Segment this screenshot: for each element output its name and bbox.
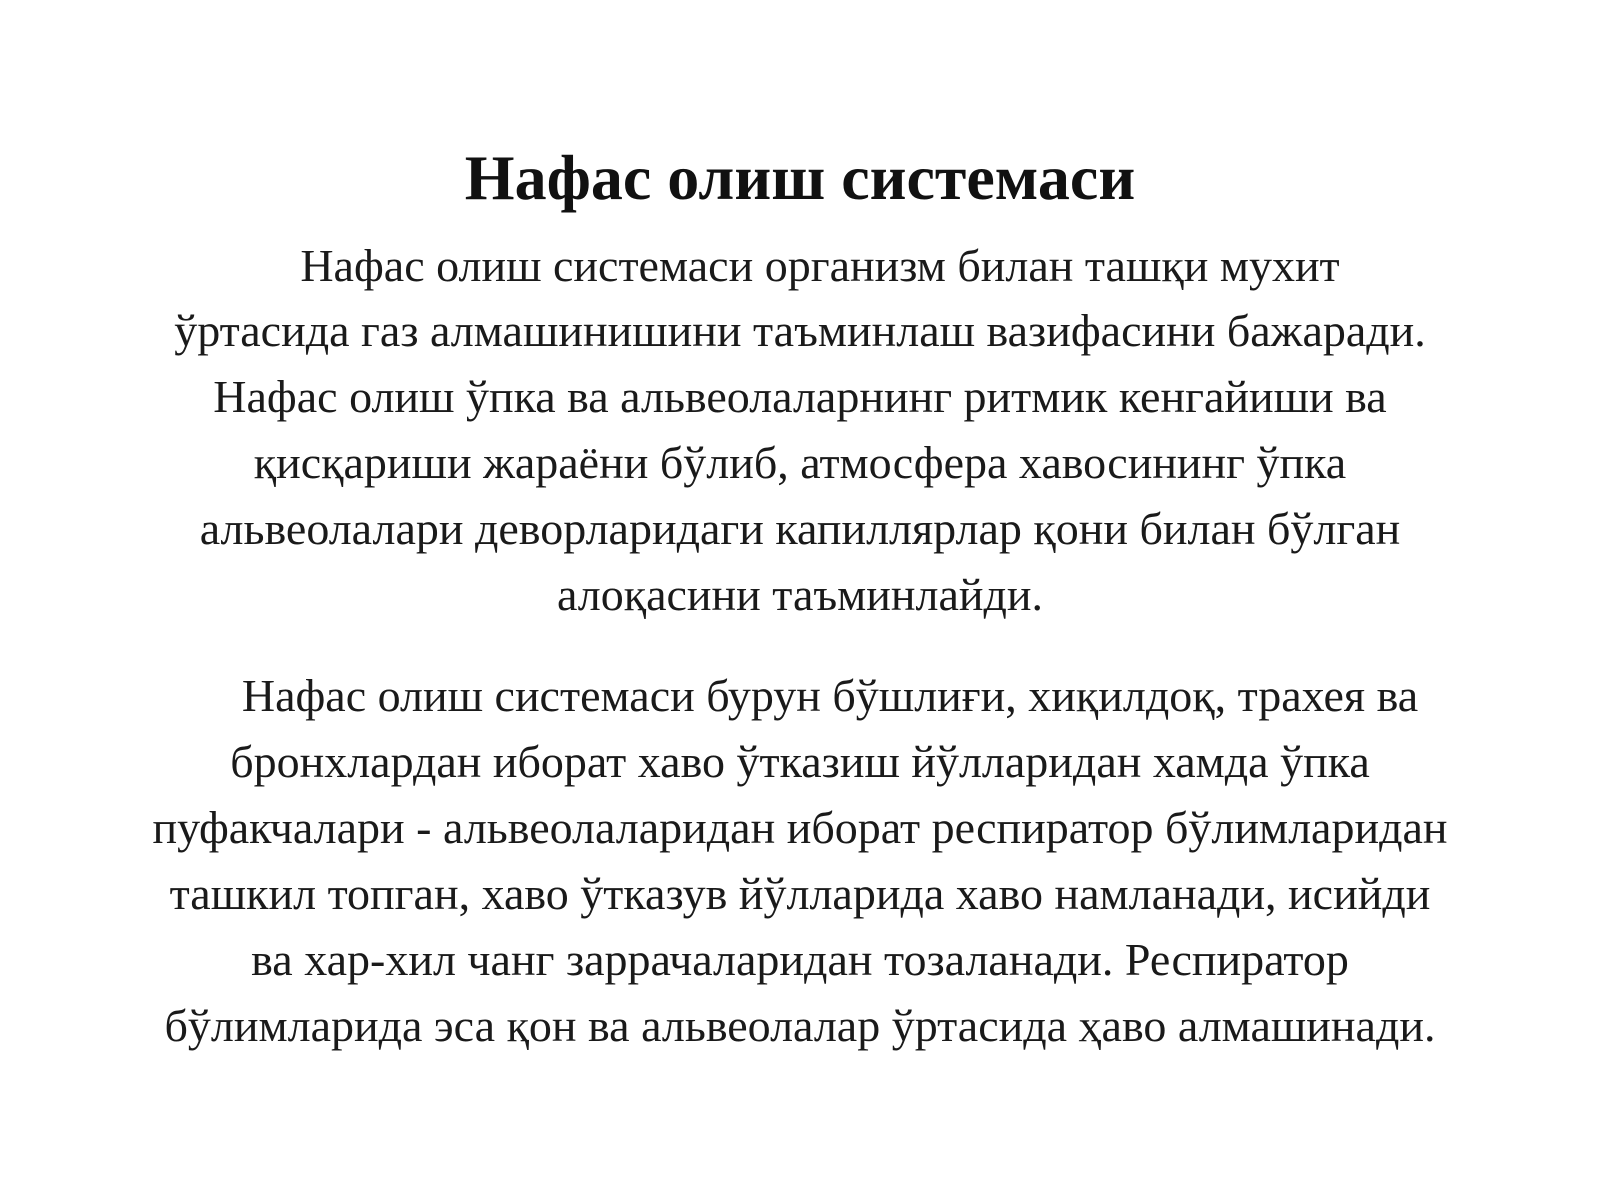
paragraph-1-line-5: альвеолалари деворларидаги капиллярлар қони билан бўлган [199, 503, 1401, 554]
paragraph-2-line-5: ва хар-хил чанг заррачаларидан тозаланади. Респиратор [251, 934, 1349, 985]
paragraph-2-line-1 [0, 668, 1600, 724]
paragraph-1-line-6: алоқасини таъминлайди. [556, 569, 1044, 620]
slide-title: Нафас олиш системаси [464, 142, 1136, 213]
paragraph-1-line-3: Нафас олиш ўпка ва альвеолаларнинг ритмик кенгайиши ва [213, 371, 1387, 422]
paragraph-1-line-1 [0, 238, 1600, 294]
paragraph-2-line-6: бўлимларида эса қон ва альвеолалар ўртасида ҳаво алмашинади. [164, 1000, 1436, 1051]
paragraph-2-line-2: бронхлардан иборат хаво ўтказиш йўлларидан хамда ўпка [230, 736, 1370, 787]
paragraph-2-line-4: ташкил топган, хаво ўтказув йўлларида хаво намланади, исийди [169, 868, 1431, 919]
paragraph-1-line-4: қисқариши жараёни бўлиб, атмосфера хавосининг ўпка [253, 437, 1347, 488]
paragraph-2-line-3: пуфакчалари - альвеолаларидан иборат респиратор бўлимларидан [152, 802, 1448, 853]
paragraph-2-line-1-text: Нафас олиш системаси бурун бўшлиғи, хиқилдоқ, трахея ва [241, 670, 1419, 721]
paragraph-1-line-1-text: Нафас олиш системаси организм билан ташқи мухит [300, 240, 1340, 291]
paragraph-1-line-2: ўртасида газ алмашинишини таъминлаш вазифасини бажаради. [174, 305, 1426, 356]
